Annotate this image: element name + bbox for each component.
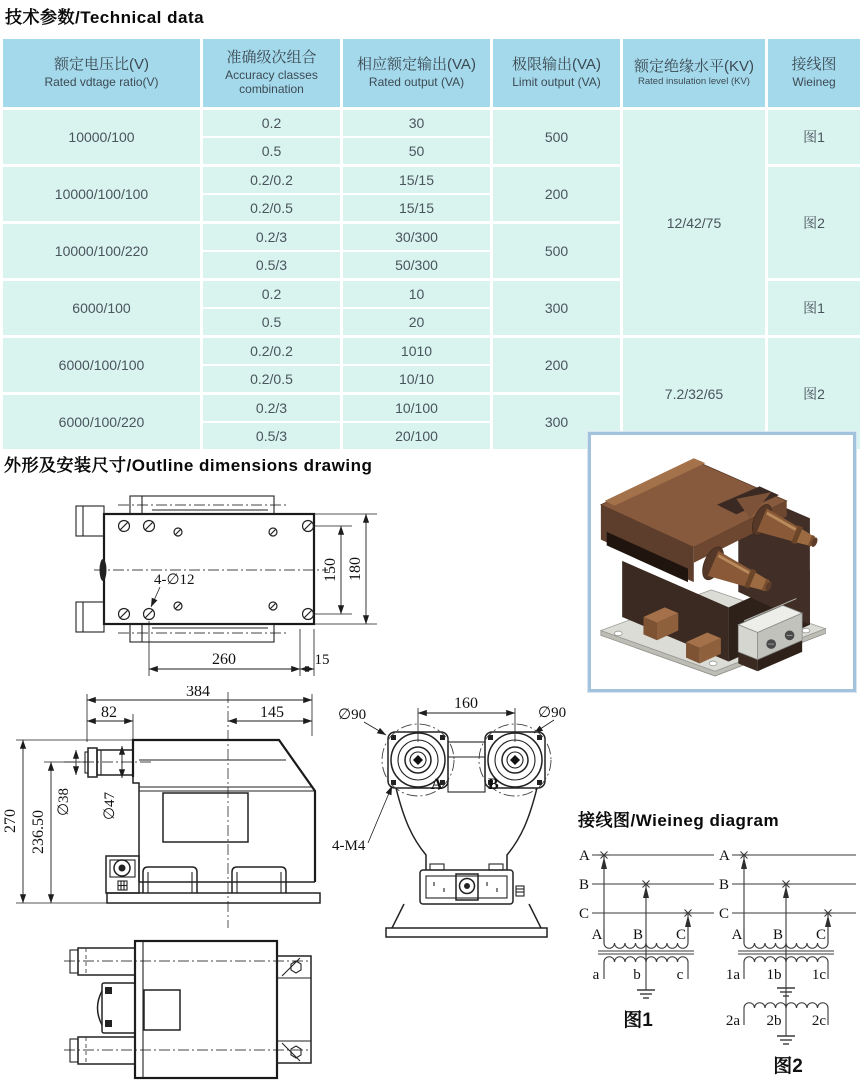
- output-cell: 10: [342, 280, 492, 309]
- accuracy-cell: 0.2/0.2: [202, 166, 342, 195]
- primary-winding: [592, 927, 688, 948]
- dim-180: 180: [347, 557, 364, 581]
- accuracy-cell: 0.2: [202, 280, 342, 309]
- dim-145: 145: [260, 704, 284, 721]
- accuracy-cell: 0.5/3: [202, 251, 342, 280]
- phase-label: A: [719, 848, 730, 864]
- dim-15: 15: [314, 652, 330, 668]
- wiring-diagram-2: [716, 838, 858, 1085]
- winding-label: 2c: [811, 1013, 827, 1029]
- tech-section-title: 技术参数/Technical data: [5, 8, 205, 27]
- table-row: [2, 109, 860, 138]
- ratio-cell: 6000/100/100: [2, 337, 202, 394]
- output-cell: 15/15: [342, 194, 492, 223]
- ratio-cell: 6000/100/220: [2, 394, 202, 451]
- dim-dia90-left: ∅90: [338, 707, 367, 723]
- wiring-section-title: 接线图/Wieineg diagram: [578, 811, 780, 830]
- dim-384: 384: [186, 686, 210, 700]
- ground-symbol: [637, 990, 655, 998]
- output-cell: 1010: [342, 337, 492, 366]
- technical-data-table: [0, 36, 860, 452]
- screw-label: 4-M4: [332, 838, 366, 854]
- phase-label: C: [579, 906, 590, 922]
- output-cell: 30/300: [342, 223, 492, 252]
- winding-label: 1c: [811, 967, 827, 983]
- phase-label: B: [579, 877, 590, 893]
- output-cell: 20/100: [342, 422, 492, 451]
- dim-236-50: 236.50: [30, 810, 47, 854]
- dim-dia90-right: ∅90: [538, 705, 567, 721]
- top-view-drawing: [56, 484, 396, 684]
- limit-cell: 300: [492, 280, 622, 337]
- phase-label: C: [719, 906, 730, 922]
- col-header-rated-output: 相应额定输出(VA) Rated output (VA): [342, 38, 492, 109]
- limit-cell: 200: [492, 166, 622, 223]
- table-header-row: [2, 38, 860, 109]
- secondary-winding-1: [726, 957, 828, 983]
- product-3d-render: [593, 437, 841, 677]
- ratio-cell: 10000/100/100: [2, 166, 202, 223]
- winding-label: a: [592, 967, 600, 983]
- front-view-drawing: [330, 692, 575, 940]
- output-cell: 15/15: [342, 166, 492, 195]
- output-cell: 50: [342, 137, 492, 166]
- dim-260: 260: [212, 651, 236, 668]
- dim-82: 82: [101, 704, 117, 721]
- side-view-drawing: [2, 686, 354, 938]
- winding-label: c: [676, 967, 684, 983]
- wiring-ref-cell: 图1: [767, 280, 860, 337]
- winding-label: B: [772, 927, 784, 943]
- ratio-cell: 10000/100: [2, 109, 202, 166]
- output-cell: 10/100: [342, 394, 492, 423]
- table-row: [2, 337, 860, 366]
- dim-270: 270: [2, 809, 19, 833]
- col-header-wiring: 接线图 Wieineg: [767, 38, 860, 109]
- limit-cell: 500: [492, 223, 622, 280]
- hole-spec-label: 4-∅12: [154, 572, 195, 588]
- wiring-ref-cell: 图2: [767, 337, 860, 451]
- accuracy-cell: 0.2/3: [202, 394, 342, 423]
- primary-winding: [732, 927, 828, 948]
- terminal-label-b: B: [488, 776, 499, 793]
- insulation-cell: 12/42/75: [622, 109, 767, 337]
- dim-dia47: ∅47: [102, 791, 118, 821]
- wiring-ref-cell: 图1: [767, 109, 860, 166]
- accuracy-cell: 0.2/0.2: [202, 337, 342, 366]
- accuracy-cell: 0.5: [202, 308, 342, 337]
- accuracy-cell: 0.2/3: [202, 223, 342, 252]
- dim-160: 160: [454, 695, 478, 712]
- wiring-diagram-1: [576, 838, 716, 1048]
- output-cell: 50/300: [342, 251, 492, 280]
- accuracy-cell: 0.5: [202, 137, 342, 166]
- winding-label: A: [731, 927, 743, 943]
- ground-symbol: [777, 1036, 795, 1044]
- phase-label: A: [579, 848, 590, 864]
- terminal-label-a: A: [431, 776, 443, 793]
- side-boss: [100, 559, 107, 581]
- accuracy-cell: 0.2/0.5: [202, 194, 342, 223]
- secondary-winding-2: [726, 1003, 828, 1029]
- winding-label: 2b: [766, 1013, 782, 1029]
- accuracy-cell: 0.2: [202, 109, 342, 138]
- wiring-ref-cell: 图2: [767, 166, 860, 280]
- col-header-accuracy: 准确级次组合 Accuracy classes combination: [202, 38, 342, 109]
- winding-label: b: [633, 967, 641, 983]
- winding-label: 1a: [725, 967, 741, 983]
- bottom-view-drawing: [56, 928, 351, 1083]
- accuracy-cell: 0.5/3: [202, 422, 342, 451]
- accuracy-cell: 0.2/0.5: [202, 365, 342, 394]
- insulation-cell: 7.2/32/65: [622, 337, 767, 451]
- col-header-ratio: 额定电压比(V) Rated vdtage ratio(V): [2, 38, 202, 109]
- output-cell: 30: [342, 109, 492, 138]
- limit-cell: 300: [492, 394, 622, 451]
- winding-label: 1b: [766, 967, 782, 983]
- winding-label: C: [815, 927, 827, 943]
- diagram-caption: 图2: [773, 1056, 803, 1077]
- limit-cell: 500: [492, 109, 622, 166]
- output-cell: 20: [342, 308, 492, 337]
- col-header-insulation: 额定绝缘水平(KV) Rated insulation level (KV): [622, 38, 767, 109]
- dim-150: 150: [322, 558, 339, 582]
- col-header-limit-output: 极限输出(VA) Limit output (VA): [492, 38, 622, 109]
- output-cell: 10/10: [342, 365, 492, 394]
- winding-label: C: [675, 927, 687, 943]
- limit-cell: 200: [492, 337, 622, 394]
- diagram-caption: 图1: [623, 1010, 653, 1031]
- outline-section-title: 外形及安装尺寸/Outline dimensions drawing: [4, 456, 373, 475]
- winding-label: B: [632, 927, 644, 943]
- ratio-cell: 6000/100: [2, 280, 202, 337]
- dim-dia38: ∅38: [56, 787, 72, 817]
- product-photo-frame: [588, 432, 856, 692]
- ratio-cell: 10000/100/220: [2, 223, 202, 280]
- secondary-winding: [593, 957, 688, 983]
- winding-label: A: [591, 927, 603, 943]
- winding-label: 2a: [725, 1013, 741, 1029]
- phase-label: B: [719, 877, 730, 893]
